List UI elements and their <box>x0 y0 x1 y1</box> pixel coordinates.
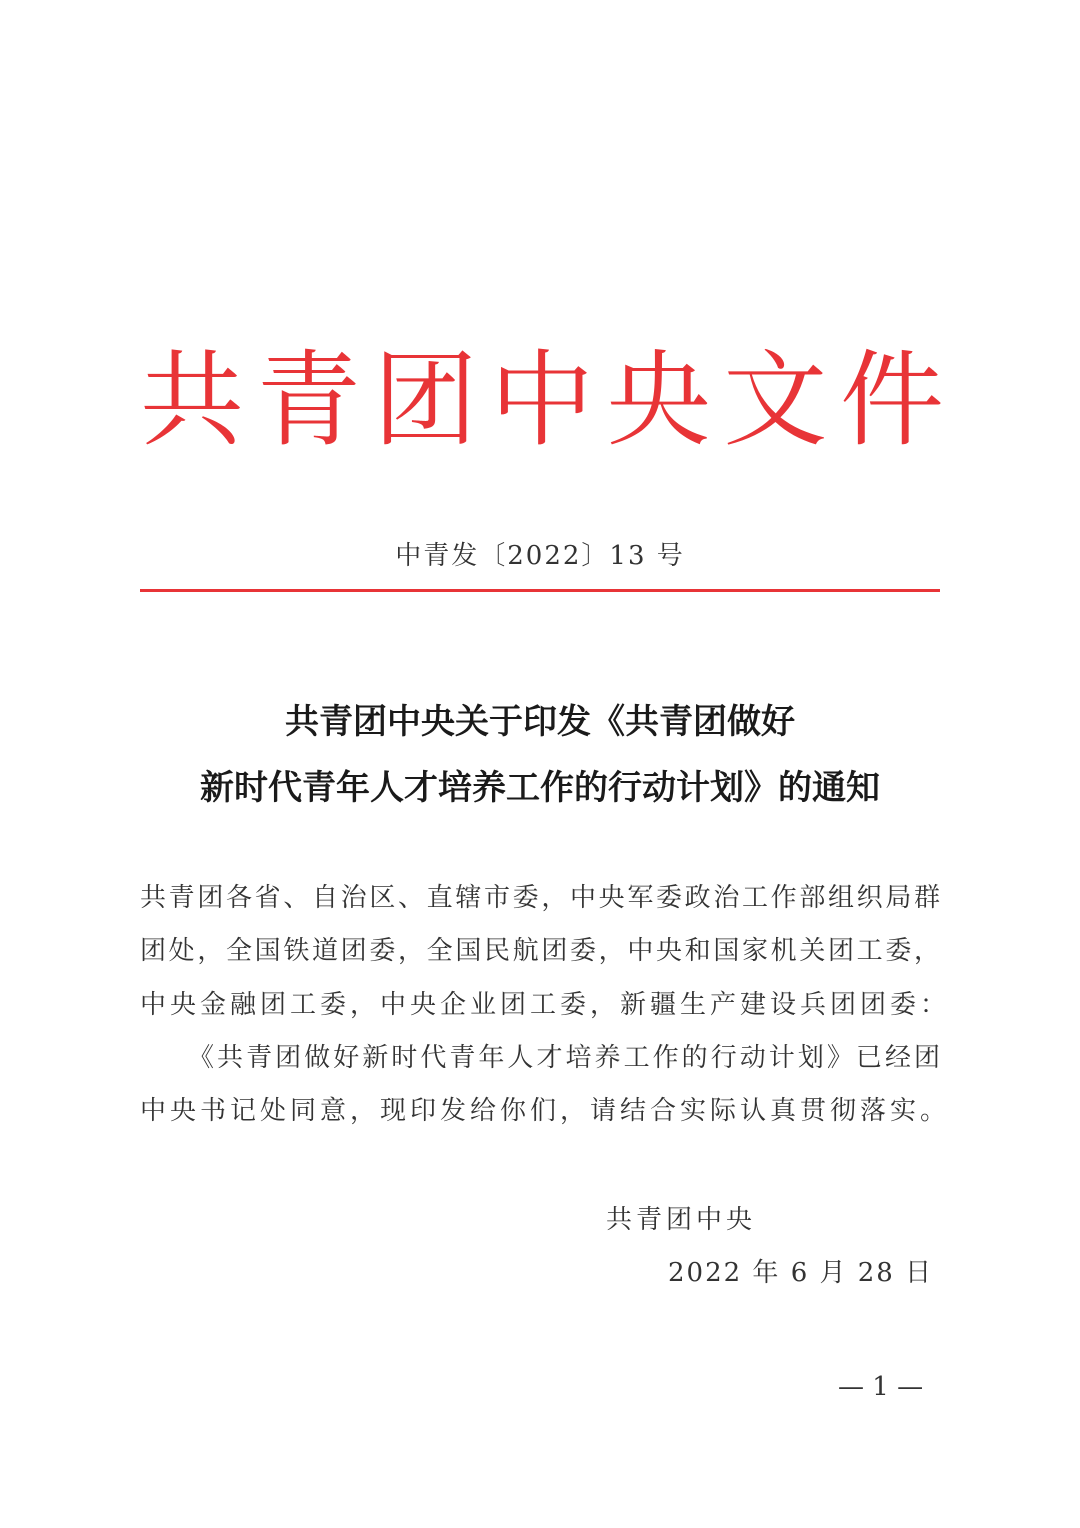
document-title-line-2: 新时代青年人才培养工作的行动计划》的通知 <box>200 768 880 808</box>
issuer-signature: 共青团中央 <box>606 1205 757 1235</box>
masthead-char: 团 <box>373 339 478 461</box>
body-line-addressees-3: 中央金融团工委，中央企业团工委，新疆生产建设兵团团委： <box>140 990 951 1020</box>
red-divider-line <box>140 589 940 592</box>
masthead-char: 共 <box>140 339 245 461</box>
masthead-char: 件 <box>839 339 944 461</box>
masthead-char: 青 <box>256 339 361 461</box>
document-masthead <box>140 338 944 463</box>
body-line-paragraph-1: 《共青团做好新时代青年人才培养工作的行动计划》已经团 <box>188 1043 940 1073</box>
body-line-addressees-1: 共青团各省、自治区、直辖市委，中央军委政治工作部组织局群 <box>140 883 940 913</box>
masthead-char: 文 <box>723 339 828 461</box>
document-number: 中青发〔2022〕13 号 <box>395 541 685 571</box>
masthead-char: 央 <box>606 339 711 461</box>
body-line-addressees-2: 团处，全国铁道团委，全国民航团委，中央和国家机关团工委， <box>140 936 940 966</box>
body-line-paragraph-2: 中央书记处同意，现印发给你们，请结合实际认真贯彻落实。 <box>140 1096 951 1126</box>
page-number: — 1 — <box>838 1372 924 1402</box>
issue-date: 2022 年 6 月 28 日 <box>668 1258 934 1288</box>
document-title-line-1: 共青团中央关于印发《共青团做好 <box>285 702 795 742</box>
masthead-char: 中 <box>489 339 594 461</box>
